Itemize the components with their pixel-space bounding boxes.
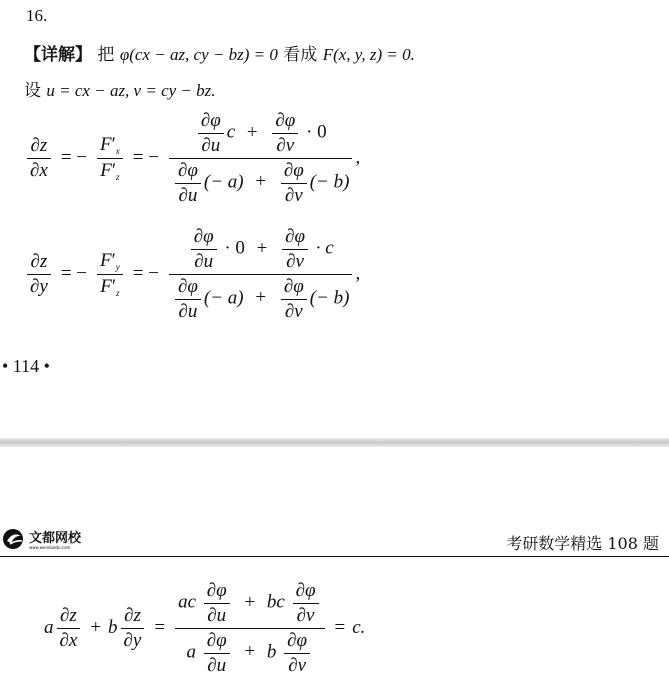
brand-name: 文都网校 — [29, 531, 82, 546]
page-number: • 114 • — [2, 356, 50, 376]
header-rule — [0, 556, 669, 557]
book-title: 考研数学精选 108 题 — [506, 534, 659, 553]
F-expression: F(x, y, z) = 0. — [322, 45, 415, 64]
detail-label: 【详解】 — [24, 45, 92, 65]
brand-logo-icon — [2, 528, 26, 554]
substitution-line — [24, 76, 216, 101]
equation-dz-dy: $\frac{\partial z}{\partial y}$ = − $\frac{F'_y}{F'_z}$ = − $\frac{\partial\varphi}{\partial u}$ · 0 + $\frac{\partial\varphi}{\partial v}$ · c $\frac{\partial\varphi}{\partial u}$ (− a) + $\frac{\partial\varphi}{\partial v}$ (− b) , — [24, 226, 360, 322]
detail-line — [24, 40, 415, 65]
brand-url: www.wenduedu.com — [29, 545, 71, 550]
substitution-expression: u = cx − az, v = cy − bz. — [46, 81, 216, 100]
page-divider — [0, 438, 669, 447]
brand-header — [2, 528, 81, 554]
equation-sum: a $\frac{\partial z}{\partial x}$ + b $\frac{\partial z}{\partial y}$ = ac $\frac{\partial\varphi}{\partial u}$ + bc $\frac{\partial\varphi}{\partial v}$ a $\frac{\partial\varphi}{\partial u}$ + b $\frac{\partial\varphi}{\partial v}$ = c. — [44, 580, 366, 676]
set-label: 设 — [24, 81, 41, 101]
equation-dz-dx: $\frac{\partial z}{\partial x}$ = − $\frac{F'_x}{F'_z}$ = − $\frac{\partial\varphi}{\partial u}$ c + $\frac{\partial\varphi}{\partial v}$ · 0 $\frac{\partial\varphi}{\partial u}$ (− a) + $\frac{\partial\varphi}{\partial v}$ (− b) , — [24, 110, 360, 206]
detail-text-pre: 把 — [97, 45, 115, 65]
phi-expression: φ(cx − az, cy − bz) = 0 — [119, 45, 278, 64]
detail-text-mid: 看成 — [283, 45, 318, 65]
question-number: 16. — [26, 6, 48, 25]
